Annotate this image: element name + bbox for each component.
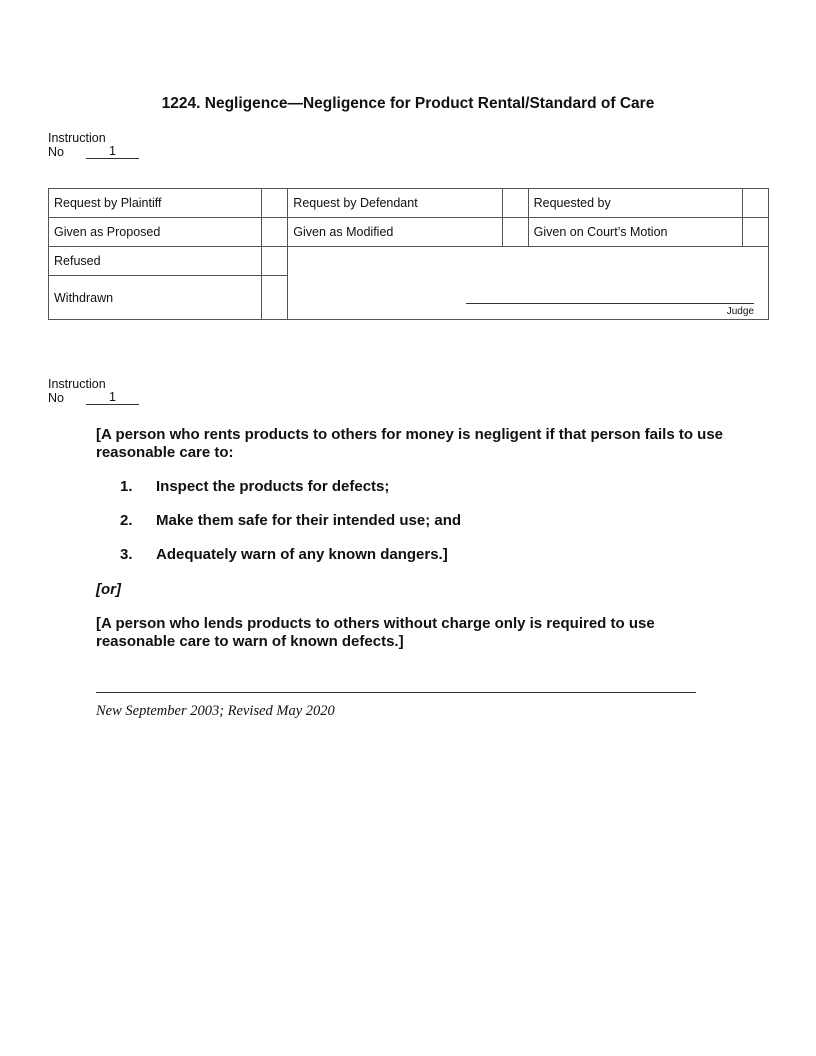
instruction-intro-paragraph: [A person who rents products to others for money is negligent if that person fails to use reasonable care to: bbox=[96, 426, 724, 461]
judge-label: Judge bbox=[726, 306, 754, 317]
given-as-modified-checkbox[interactable] bbox=[502, 218, 528, 247]
withdrawn-checkbox[interactable] bbox=[262, 276, 288, 320]
request-by-plaintiff-checkbox[interactable] bbox=[262, 189, 288, 218]
instruction-number-block-top bbox=[48, 131, 139, 159]
instruction-number: 1 bbox=[86, 391, 139, 405]
instruction-alternative-paragraph: [A person who lends products to others without charge only is required to use reasonable care to warn of known defects.] bbox=[96, 615, 655, 650]
no-label: No bbox=[48, 145, 64, 159]
list-item bbox=[120, 546, 448, 563]
requested-by-checkbox[interactable] bbox=[743, 189, 769, 218]
request-status-table bbox=[48, 188, 769, 320]
table-row bbox=[49, 247, 769, 276]
given-on-courts-motion-label: Given on Court’s Motion bbox=[528, 218, 742, 247]
instruction-number: 1 bbox=[86, 145, 139, 159]
list-item-text: Make them safe for their intended use; and bbox=[156, 512, 462, 529]
revision-history: New September 2003; Revised May 2020 bbox=[96, 703, 335, 719]
no-label: No bbox=[48, 391, 64, 405]
given-as-modified-label: Given as Modified bbox=[288, 218, 502, 247]
given-on-courts-motion-checkbox[interactable] bbox=[743, 218, 769, 247]
table-row bbox=[49, 189, 769, 218]
judge-signature-area bbox=[288, 247, 769, 320]
request-by-defendant-checkbox[interactable] bbox=[502, 189, 528, 218]
table-row bbox=[49, 218, 769, 247]
withdrawn-label: Withdrawn bbox=[49, 276, 262, 320]
instruction-number-block-bottom bbox=[48, 377, 139, 405]
refused-label: Refused bbox=[49, 247, 262, 276]
judge-signature-line[interactable] bbox=[466, 303, 754, 304]
given-as-proposed-checkbox[interactable] bbox=[262, 218, 288, 247]
given-as-proposed-label: Given as Proposed bbox=[49, 218, 262, 247]
instruction-no-row bbox=[48, 391, 139, 405]
or-separator: [or] bbox=[96, 581, 121, 598]
instruction-no-row bbox=[48, 145, 139, 159]
list-item-text: Adequately warn of any known dangers.] bbox=[156, 546, 448, 563]
refused-checkbox[interactable] bbox=[262, 247, 288, 276]
list-item-number: 3. bbox=[120, 546, 133, 563]
list-item-text: Inspect the products for defects; bbox=[156, 478, 390, 495]
list-item bbox=[120, 478, 389, 495]
instruction-label: Instruction bbox=[48, 377, 106, 391]
instruction-label: Instruction bbox=[48, 131, 106, 145]
list-item bbox=[120, 512, 461, 529]
list-item-number: 1. bbox=[120, 478, 133, 495]
requested-by-label: Requested by bbox=[528, 189, 742, 218]
document-title: 1224. Negligence—Negligence for Product Rental/Standard of Care bbox=[161, 95, 655, 112]
list-item-number: 2. bbox=[120, 512, 133, 529]
request-by-defendant-label: Request by Defendant bbox=[288, 189, 502, 218]
request-by-plaintiff-label: Request by Plaintiff bbox=[49, 189, 262, 218]
footer-divider bbox=[96, 692, 696, 693]
